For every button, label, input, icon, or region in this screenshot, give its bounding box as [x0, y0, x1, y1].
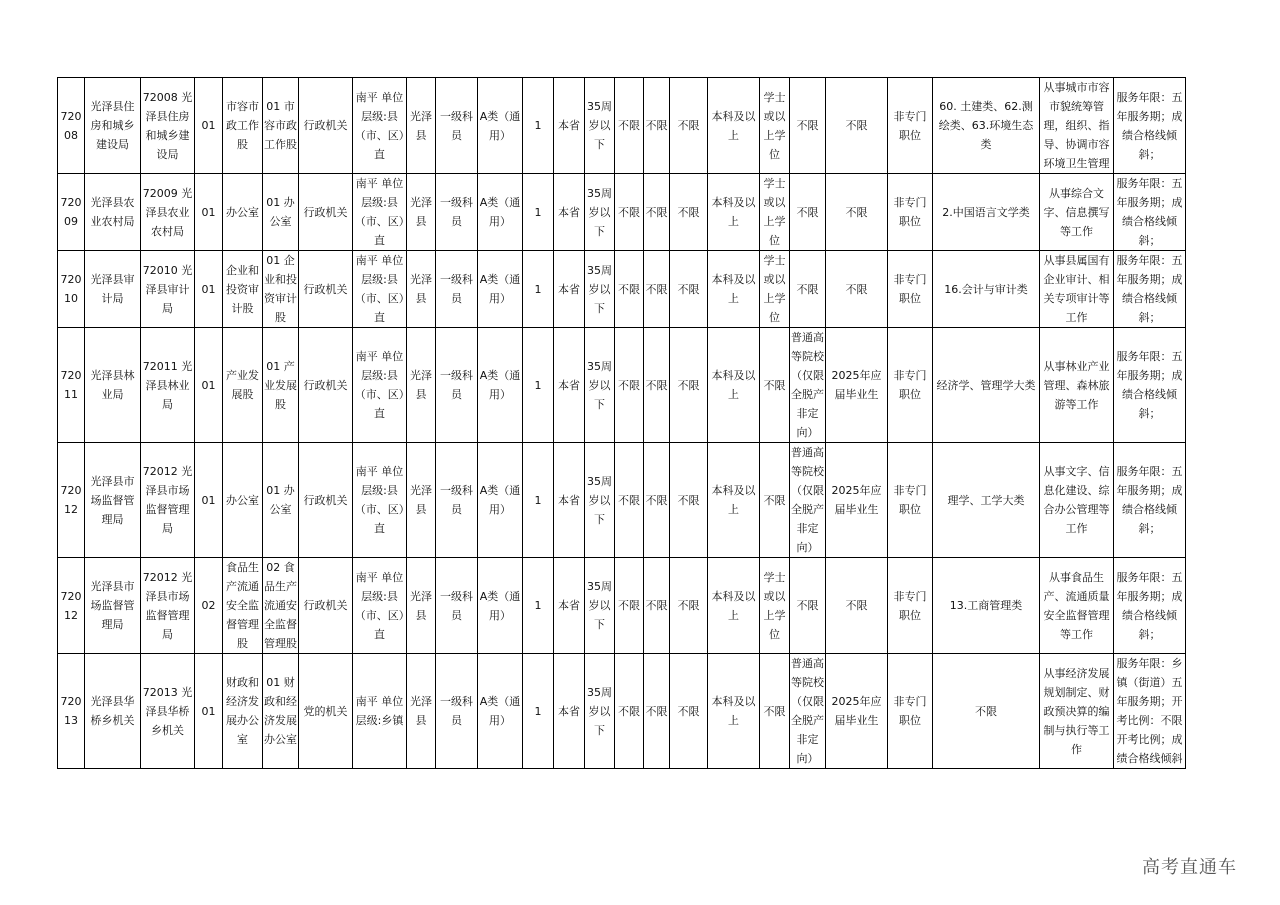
cell-duties: 从事综合文字、信息撰写等工作 [1040, 174, 1114, 251]
cell-dept-code-name: 01 市容市政工作股 [263, 78, 299, 174]
cell-organ-type: 行政机关 [299, 558, 353, 654]
cell-education: 本科及以上 [708, 443, 760, 558]
cell-political-status: 不限 [670, 251, 708, 328]
cell-employer-name: 光泽县住房和城乡建设局 [85, 78, 141, 174]
cell-graduate-type: 不限 [826, 174, 888, 251]
cell-post-type: 非专门职位 [888, 174, 933, 251]
cell-unit-level: 南平 单位层级:县（市、区）直 [353, 558, 407, 654]
cell-school-requirement: 普通高等院校（仅限全脱产非定向） [790, 328, 826, 443]
cell-household: 本省 [554, 251, 585, 328]
cell-gender: 不限 [615, 251, 644, 328]
cell-political-status: 不限 [670, 443, 708, 558]
cell-household: 本省 [554, 174, 585, 251]
cell-major: 60. 土建类、62.测绘类、63.环境生态类 [933, 78, 1040, 174]
cell-post-code: 72012 [58, 558, 85, 654]
cell-post-rank: 一级科员 [436, 78, 478, 174]
cell-unit-level: 南平 单位层级:县（市、区）直 [353, 251, 407, 328]
cell-exam-category: A类（通用） [478, 328, 523, 443]
cell-notes: 服务年限：五年服务期；成绩合格线倾斜； [1114, 78, 1186, 174]
cell-exam-category: A类（通用） [478, 174, 523, 251]
cell-post-rank: 一级科员 [436, 443, 478, 558]
cell-school-requirement: 普通高等院校（仅限全脱产非定向） [790, 654, 826, 769]
cell-headcount: 1 [523, 558, 554, 654]
cell-exam-category: A类（通用） [478, 558, 523, 654]
cell-employer-name: 光泽县市场监督管理局 [85, 443, 141, 558]
cell-education: 本科及以上 [708, 328, 760, 443]
cell-gender: 不限 [615, 328, 644, 443]
cell-headcount: 1 [523, 78, 554, 174]
cell-education: 本科及以上 [708, 174, 760, 251]
cell-duties: 从事经济发展规划制定、财政预决算的编制与执行等工作 [1040, 654, 1114, 769]
cell-duties: 从事城市市容市貌统筹管理，组织、指导、协调市容环境卫生管理 [1040, 78, 1114, 174]
cell-post-index: 02 [195, 558, 223, 654]
table-row [58, 443, 1186, 558]
cell-post-code: 72009 [58, 174, 85, 251]
cell-organ-type: 行政机关 [299, 328, 353, 443]
cell-education: 本科及以上 [708, 558, 760, 654]
cell-region: 光泽县 [407, 251, 436, 328]
cell-ethnicity: 不限 [644, 558, 670, 654]
cell-political-status: 不限 [670, 78, 708, 174]
cell-notes: 服务年限：五年服务期；成绩合格线倾斜； [1114, 558, 1186, 654]
cell-headcount: 1 [523, 443, 554, 558]
cell-employer-name: 光泽县华桥乡机关 [85, 654, 141, 769]
cell-organ-type: 行政机关 [299, 443, 353, 558]
cell-notes: 服务年限：五年服务期；成绩合格线倾斜； [1114, 174, 1186, 251]
cell-post-code: 72013 [58, 654, 85, 769]
table-row [58, 654, 1186, 769]
cell-dept-name: 市容市政工作股 [223, 78, 263, 174]
cell-degree: 学士或以上学位 [760, 558, 790, 654]
cell-school-requirement: 不限 [790, 251, 826, 328]
cell-unit-level: 南平 单位层级:县（市、区）直 [353, 328, 407, 443]
cell-headcount: 1 [523, 654, 554, 769]
cell-age-limit: 35周岁以下 [585, 78, 615, 174]
cell-ethnicity: 不限 [644, 174, 670, 251]
cell-dept-code-name: 01 办公室 [263, 443, 299, 558]
cell-dept-name: 产业发展股 [223, 328, 263, 443]
cell-employer-name: 光泽县农业农村局 [85, 174, 141, 251]
cell-ethnicity: 不限 [644, 251, 670, 328]
cell-education: 本科及以上 [708, 251, 760, 328]
cell-post-index: 01 [195, 654, 223, 769]
cell-dept-code-name: 01 财政和经济发展办公室 [263, 654, 299, 769]
cell-education: 本科及以上 [708, 78, 760, 174]
cell-age-limit: 35周岁以下 [585, 558, 615, 654]
cell-notes: 服务年限：五年服务期；成绩合格线倾斜； [1114, 328, 1186, 443]
cell-duties: 从事文字、信息化建设、综合办公管理等工作 [1040, 443, 1114, 558]
cell-region: 光泽县 [407, 443, 436, 558]
cell-post-code: 72011 [58, 328, 85, 443]
cell-political-status: 不限 [670, 558, 708, 654]
job-listing-table [57, 77, 1186, 769]
cell-household: 本省 [554, 654, 585, 769]
cell-notes: 服务年限：五年服务期；成绩合格线倾斜； [1114, 443, 1186, 558]
table-row [58, 328, 1186, 443]
cell-degree: 学士或以上学位 [760, 78, 790, 174]
cell-dept-name: 办公室 [223, 174, 263, 251]
table-row [58, 174, 1186, 251]
cell-exam-category: A类（通用） [478, 78, 523, 174]
cell-region: 光泽县 [407, 78, 436, 174]
cell-employer-code-name: 72011 光泽县林业局 [141, 328, 195, 443]
cell-school-requirement: 不限 [790, 558, 826, 654]
cell-gender: 不限 [615, 654, 644, 769]
cell-ethnicity: 不限 [644, 328, 670, 443]
cell-post-index: 01 [195, 443, 223, 558]
cell-gender: 不限 [615, 174, 644, 251]
cell-employer-name: 光泽县市场监督管理局 [85, 558, 141, 654]
cell-unit-level: 南平 单位层级:县（市、区）直 [353, 174, 407, 251]
cell-dept-name: 企业和投资审计股 [223, 251, 263, 328]
cell-region: 光泽县 [407, 174, 436, 251]
cell-duties: 从事县属国有企业审计、相关专项审计等工作 [1040, 251, 1114, 328]
cell-post-type: 非专门职位 [888, 443, 933, 558]
cell-household: 本省 [554, 443, 585, 558]
cell-major: 13.工商管理类 [933, 558, 1040, 654]
cell-age-limit: 35周岁以下 [585, 174, 615, 251]
cell-gender: 不限 [615, 443, 644, 558]
cell-exam-category: A类（通用） [478, 654, 523, 769]
cell-dept-code-name: 01 企业和投资审计股 [263, 251, 299, 328]
cell-employer-code-name: 72009 光泽县农业农村局 [141, 174, 195, 251]
watermark-text: 高考直通车 [1142, 857, 1237, 878]
table-row [58, 558, 1186, 654]
cell-region: 光泽县 [407, 558, 436, 654]
cell-graduate-type: 2025年应届毕业生 [826, 328, 888, 443]
cell-school-requirement: 不限 [790, 78, 826, 174]
cell-school-requirement: 不限 [790, 174, 826, 251]
cell-dept-code-name: 01 办公室 [263, 174, 299, 251]
cell-region: 光泽县 [407, 654, 436, 769]
cell-post-type: 非专门职位 [888, 251, 933, 328]
cell-post-index: 01 [195, 251, 223, 328]
table-row [58, 78, 1186, 174]
cell-ethnicity: 不限 [644, 443, 670, 558]
cell-dept-name: 食品生产流通安全监督管理股 [223, 558, 263, 654]
cell-major: 不限 [933, 654, 1040, 769]
cell-age-limit: 35周岁以下 [585, 443, 615, 558]
cell-employer-name: 光泽县林业局 [85, 328, 141, 443]
cell-major: 16.会计与审计类 [933, 251, 1040, 328]
cell-post-type: 非专门职位 [888, 558, 933, 654]
cell-organ-type: 党的机关 [299, 654, 353, 769]
cell-duties: 从事林业产业管理、森林旅游等工作 [1040, 328, 1114, 443]
cell-degree: 不限 [760, 443, 790, 558]
cell-organ-type: 行政机关 [299, 78, 353, 174]
cell-unit-level: 南平 单位层级:县（市、区）直 [353, 443, 407, 558]
cell-age-limit: 35周岁以下 [585, 654, 615, 769]
cell-notes: 服务年限：乡镇（街道）五年服务期；开考比例：不限开考比例；成绩合格线倾斜 [1114, 654, 1186, 769]
cell-post-rank: 一级科员 [436, 654, 478, 769]
cell-age-limit: 35周岁以下 [585, 251, 615, 328]
cell-employer-name: 光泽县审计局 [85, 251, 141, 328]
cell-political-status: 不限 [670, 654, 708, 769]
cell-post-rank: 一级科员 [436, 558, 478, 654]
cell-degree: 学士或以上学位 [760, 174, 790, 251]
cell-post-code: 72008 [58, 78, 85, 174]
cell-exam-category: A类（通用） [478, 251, 523, 328]
cell-graduate-type: 不限 [826, 251, 888, 328]
cell-ethnicity: 不限 [644, 78, 670, 174]
cell-major: 经济学、管理学大类 [933, 328, 1040, 443]
cell-exam-category: A类（通用） [478, 443, 523, 558]
cell-political-status: 不限 [670, 174, 708, 251]
cell-household: 本省 [554, 558, 585, 654]
cell-post-type: 非专门职位 [888, 654, 933, 769]
cell-degree: 学士或以上学位 [760, 251, 790, 328]
cell-dept-name: 办公室 [223, 443, 263, 558]
cell-post-code: 72012 [58, 443, 85, 558]
cell-headcount: 1 [523, 251, 554, 328]
cell-post-rank: 一级科员 [436, 251, 478, 328]
cell-dept-code-name: 02 食品生产流通安全监督管理股 [263, 558, 299, 654]
cell-graduate-type: 不限 [826, 78, 888, 174]
cell-notes: 服务年限：五年服务期；成绩合格线倾斜； [1114, 251, 1186, 328]
cell-employer-code-name: 72010 光泽县审计局 [141, 251, 195, 328]
cell-degree: 不限 [760, 654, 790, 769]
cell-organ-type: 行政机关 [299, 174, 353, 251]
cell-age-limit: 35周岁以下 [585, 328, 615, 443]
cell-major: 2.中国语言文学类 [933, 174, 1040, 251]
cell-graduate-type: 2025年应届毕业生 [826, 443, 888, 558]
cell-region: 光泽县 [407, 328, 436, 443]
cell-post-index: 01 [195, 78, 223, 174]
cell-post-type: 非专门职位 [888, 78, 933, 174]
cell-post-rank: 一级科员 [436, 328, 478, 443]
cell-school-requirement: 普通高等院校（仅限全脱产非定向） [790, 443, 826, 558]
cell-post-index: 01 [195, 174, 223, 251]
cell-education: 本科及以上 [708, 654, 760, 769]
cell-employer-code-name: 72008 光泽县住房和城乡建设局 [141, 78, 195, 174]
cell-headcount: 1 [523, 174, 554, 251]
cell-post-code: 72010 [58, 251, 85, 328]
cell-household: 本省 [554, 328, 585, 443]
cell-unit-level: 南平 单位层级:县（市、区）直 [353, 78, 407, 174]
cell-organ-type: 行政机关 [299, 251, 353, 328]
cell-household: 本省 [554, 78, 585, 174]
cell-gender: 不限 [615, 558, 644, 654]
cell-employer-code-name: 72013 光泽县华桥乡机关 [141, 654, 195, 769]
cell-post-index: 01 [195, 328, 223, 443]
cell-ethnicity: 不限 [644, 654, 670, 769]
cell-post-type: 非专门职位 [888, 328, 933, 443]
table-row [58, 251, 1186, 328]
cell-gender: 不限 [615, 78, 644, 174]
cell-duties: 从事食品生产、流通质量安全监督管理等工作 [1040, 558, 1114, 654]
cell-employer-code-name: 72012 光泽县市场监督管理局 [141, 443, 195, 558]
cell-degree: 不限 [760, 328, 790, 443]
cell-political-status: 不限 [670, 328, 708, 443]
cell-major: 理学、工学大类 [933, 443, 1040, 558]
cell-headcount: 1 [523, 328, 554, 443]
cell-dept-code-name: 01 产业发展股 [263, 328, 299, 443]
cell-unit-level: 南平 单位层级:乡镇 [353, 654, 407, 769]
cell-post-rank: 一级科员 [436, 174, 478, 251]
cell-graduate-type: 2025年应届毕业生 [826, 654, 888, 769]
cell-graduate-type: 不限 [826, 558, 888, 654]
cell-employer-code-name: 72012 光泽县市场监督管理局 [141, 558, 195, 654]
cell-dept-name: 财政和经济发展办公室 [223, 654, 263, 769]
